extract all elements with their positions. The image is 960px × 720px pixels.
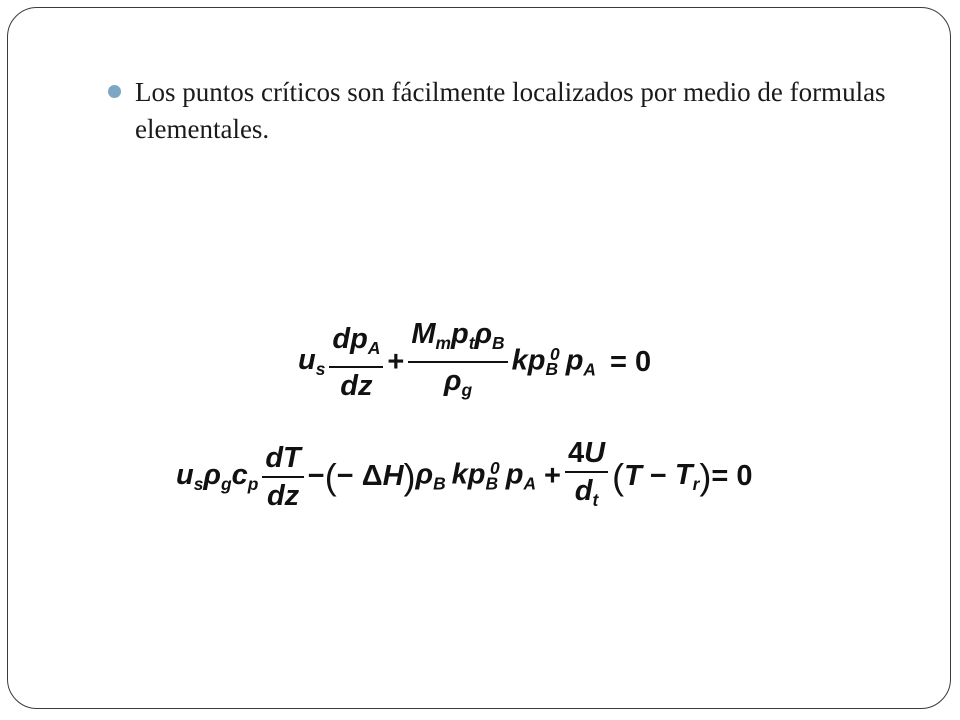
bullet-text: Los puntos críticos son fácilmente localizados por medio de formulas elementales.: [135, 77, 886, 144]
equation-2: $u_s\rho_gc_p$ $\frac{dT}{dz}$ − ( − Δ H ) $\rho_B$ $kp_B^0$ $p_A$ + $\frac{4U}{d_t}$ ( T − $T_r$ ) = 0: [176, 437, 753, 512]
bullet-item: [108, 74, 898, 148]
bullet-dot-icon: [108, 85, 121, 98]
equation-1: $u_s$ $\frac{dp_A}{dz}$ + $\frac{M_mp_t\rho_B}{\rho_g}$ $kp_B^0$ $p_A$ = 0: [298, 318, 652, 402]
